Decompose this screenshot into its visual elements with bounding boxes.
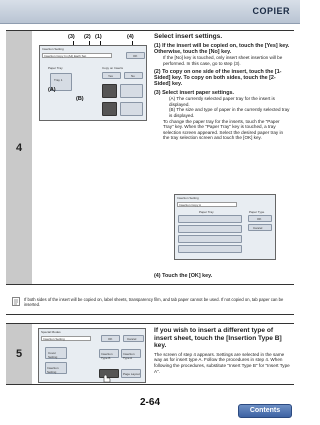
screen2-subtitle: Insertion Copy A — [179, 203, 202, 207]
insertion-type-a-button[interactable] — [121, 349, 141, 358]
substep-3-body: To change the paper tray for the inserts, touch the "Paper Tray" key. When the "Paper Tray" key is touched, a tray selection screen appeared. Select the desired paper tray in the tray selection screen and touch the [OK] key. — [163, 118, 284, 141]
tray-3-button[interactable] — [178, 235, 242, 243]
callout-2: (2) — [84, 34, 91, 40]
substep-3-item-a: (A) The currently selected paper tray for the insert is displayed. — [169, 96, 275, 107]
step-4-text — [154, 33, 290, 141]
step-4-heading: Select insert settings. — [154, 33, 223, 40]
insertion-type-a-label: Insertion Type A — [123, 352, 135, 360]
paper-tray-label: Paper Tray — [48, 66, 63, 70]
page-layout-button[interactable] — [121, 369, 141, 378]
no-button-label: No — [131, 74, 135, 78]
screen2-cancel-button[interactable] — [248, 224, 272, 231]
insertion-type-b-label: Insertion Type B — [101, 352, 113, 360]
pointing-hand-icon — [101, 373, 111, 383]
substep-1-body: If the [No] key is touched, only insert sheet insertion will be performed. In this case, go to step (3). — [163, 55, 283, 66]
insert-settings-screen — [39, 45, 147, 121]
tray-selection-screen — [174, 194, 276, 260]
tray-1-button[interactable] — [178, 215, 242, 223]
step-number: 4 — [15, 142, 23, 154]
screen5-title: Special Modes — [41, 330, 61, 334]
callout-a: (A) — [48, 87, 56, 93]
section-title: COPIER — [252, 6, 290, 16]
screen-title: Insertion Setting — [42, 47, 64, 51]
step-5-text — [154, 327, 290, 374]
paper-tray-value: Tray 1 — [54, 78, 63, 82]
two-sided-icon-area — [120, 102, 143, 116]
screen2-cancel-label: Cancel — [253, 226, 263, 230]
copy-on-inserts-label: Copy on Inserts — [102, 66, 124, 70]
yes-button[interactable] — [102, 72, 121, 79]
page-layout-label: Page Layout — [123, 372, 140, 376]
screen2-subtitle-row — [177, 202, 237, 207]
two-sided-button[interactable] — [102, 102, 117, 116]
note-divider — [6, 314, 294, 315]
no-button[interactable] — [124, 72, 143, 79]
substep-1-heading: (1) If the insert will be copied on, touch the [Yes] key. Otherwise, touch the [No] key. — [154, 42, 290, 55]
insertion-type-b-button[interactable] — [99, 349, 119, 358]
note-text: If both sides of the insert will be copied on, label sheets, transparency film, and tab paper cannot be used. If not copied on, tab paper can be inserted. — [24, 297, 284, 308]
screen5-ok-button[interactable] — [101, 335, 120, 342]
insertion-setting-button[interactable] — [45, 362, 67, 374]
ok-button-label: OK — [133, 54, 138, 58]
callout-3: (3) — [68, 34, 75, 40]
screen2-ok-button[interactable] — [248, 215, 272, 222]
screen5-ok-label: OK — [108, 337, 113, 341]
substep-4-heading: (4) Touch the [OK] key. — [154, 273, 213, 279]
tray-4-button[interactable] — [178, 245, 242, 253]
callout-4: (4) — [127, 34, 134, 40]
screen-subtitle: Insertion Copy In (A4) Each Set — [44, 54, 87, 58]
note-pencil-icon — [12, 297, 20, 306]
special-modes-screen — [38, 328, 146, 383]
contents-button[interactable]: Contents — [238, 404, 292, 418]
one-sided-icon-area — [120, 84, 143, 98]
tray-2-button[interactable] — [178, 225, 242, 233]
cover-setting-button[interactable] — [45, 347, 67, 359]
insertion-setting-label: Insertion Setting — [47, 366, 59, 374]
screen5-subtitle: Insertion Setting — [43, 337, 65, 341]
cover-setting-label: Cover Setting — [48, 351, 58, 359]
substep-3-item-b: (B) The size and type of paper in the currently selected tray is displayed. — [169, 107, 290, 118]
screen5-cancel-label: Cancel — [127, 337, 137, 341]
substep-3-heading: (3) Select insert paper settings. — [154, 89, 234, 96]
yes-button-label: Yes — [108, 74, 113, 78]
callout-b: (B) — [76, 96, 84, 102]
screen2-ok-label: OK — [257, 217, 262, 221]
callout-1: (1) — [95, 34, 102, 40]
header-bar — [0, 0, 300, 24]
screen-subtitle-row — [42, 53, 112, 58]
step-4-block — [6, 30, 294, 285]
paper-type-column-header: Paper Type — [249, 210, 265, 214]
step-number-column — [6, 31, 32, 284]
screen2-title: Insertion Setting — [177, 196, 199, 200]
step-5-block — [6, 323, 294, 385]
step-5-heading: If you wish to insert a different type of insert sheet, touch the [Insertion Type B] key. — [154, 327, 282, 350]
screen5-cancel-button[interactable] — [123, 335, 144, 342]
substep-2-heading: (2) To copy on one side of the insert, touch the [1-Sided] key. To copy on both sides, touch the [2-Sided] key. — [154, 68, 282, 88]
page-number: 2-64 — [139, 397, 160, 408]
step-5-body: The screen of step 4 appears. Settings are selected in the same way as for insert type A. Follow the procedures in step 4. When following the procedures, substitute "Insert Type B" for "Insert Type A". — [154, 351, 290, 374]
paper-tray-column-header: Paper Tray — [199, 210, 214, 214]
step-number: 5 — [15, 348, 23, 360]
screen5-subtitle-row — [41, 336, 91, 341]
ok-button[interactable] — [126, 52, 145, 59]
one-sided-button[interactable] — [102, 84, 117, 98]
